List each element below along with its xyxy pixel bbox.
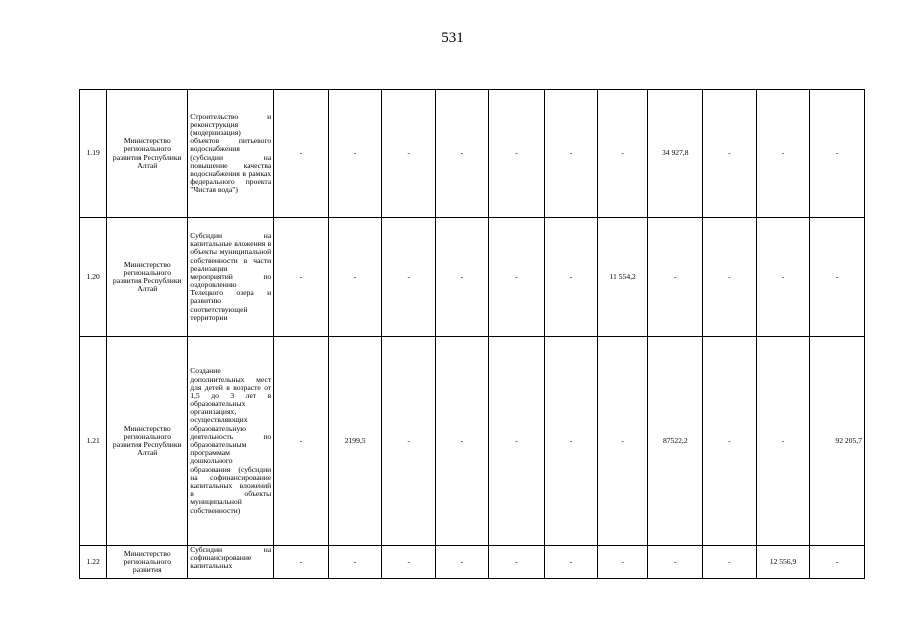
value-cell: - [488,546,545,579]
description-cell: Субсидии на капитальные вложения в объекты муниципальной собственности в части реализации мероприятий по оздоровлению Телецкого озера и развитию соответствующей территории [188,218,274,337]
row-number: 1.21 [80,337,107,546]
value-cell: - [274,218,329,337]
value-cell: - [703,337,757,546]
value-cell: - [703,90,757,218]
value-cell: - [382,546,436,579]
value-cell: - [328,90,382,218]
table-row [80,337,865,546]
description-cell: Создание дополнительных мест для детей в возрасте от 1,5 до 3 лет в образовательных организациях, осуществляющих образовательную деятельность по образовательным программам дошкольного образования (субсидии на софинансирование капитальных вложений в объекты муниципальной собственности) [188,337,274,546]
value-cell: - [328,218,382,337]
row-number: 1.19 [80,90,107,218]
value-cell: - [597,90,648,218]
row-number: 1.20 [80,218,107,337]
table-row [80,218,865,337]
value-cell: - [328,546,382,579]
description-cell [188,546,274,579]
value-cell: - [274,546,329,579]
value-cell: - [756,90,810,218]
value-cell: 12 556,9 [756,546,810,579]
value-cell: - [488,90,545,218]
value-cell: - [545,218,598,337]
value-cell: - [382,90,436,218]
value-cell: 87522,2 [648,337,703,546]
ministry-cell [107,546,188,579]
description-cell: Строительство и реконструкция (модернизация) объектов питьевого водоснабжения (субсидии на повышение качества водоснабжения в рамках федерального проекта "Чистая вода") [188,90,274,218]
value-cell: - [436,337,489,546]
value-cell: 2199,5 [328,337,382,546]
value-cell: - [545,337,598,546]
budget-table [79,89,865,579]
value-cell: - [810,90,865,218]
value-cell: - [703,546,757,579]
value-cell: - [648,218,703,337]
value-cell: - [810,546,865,579]
value-cell: - [597,546,648,579]
ministry-cell: Министерство регионального развития Республики Алтай [107,90,188,218]
value-cell: - [436,546,489,579]
page-number: 531 [441,30,464,46]
value-cell: - [382,218,436,337]
value-cell: - [274,90,329,218]
value-cell: - [545,546,598,579]
value-cell: 34 927,8 [648,90,703,218]
value-cell: - [597,337,648,546]
value-cell: - [436,218,489,337]
value-cell: - [488,218,545,337]
value-cell: - [545,90,598,218]
description-text: Субсидии на софинансирование капитальных [190,546,272,571]
row-number: 1.22 [80,546,107,579]
ministry-cell: Министерство регионального развития Республики Алтай [107,337,188,546]
value-cell: - [436,90,489,218]
value-cell: - [382,337,436,546]
value-cell: - [703,218,757,337]
value-cell: - [648,546,703,579]
table-row [80,90,865,218]
value-cell: 11 554,2 [597,218,648,337]
value-cell: - [274,337,329,546]
value-cell: - [756,218,810,337]
value-cell: - [810,218,865,337]
ministry-text: Министерство регионального развития [123,549,172,575]
value-cell: 92 205,7 [810,337,865,546]
table-row [80,546,865,579]
value-cell: - [756,337,810,546]
value-cell: - [488,337,545,546]
ministry-cell: Министерство регионального развития Республики Алтай [107,218,188,337]
